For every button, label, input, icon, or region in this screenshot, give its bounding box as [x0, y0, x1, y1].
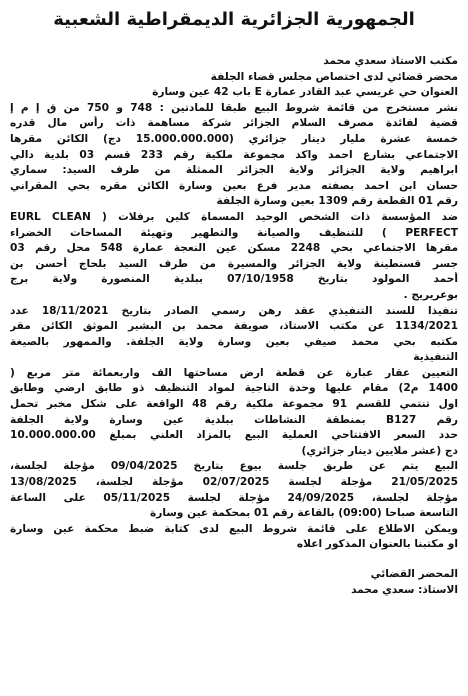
notice-line: 1400 م2) مقام عليها وحدة التاجية لمواد التنظيف ذو طابق ارضي وطابق	[10, 382, 458, 395]
notice-line: البيع يتم عن طريق جلسة بيوع بتاريخ 09/04/2025 مؤجلة لجلسة،	[10, 460, 458, 473]
notice-line: حدد السعر الافتتاحي العملية البيع بالمزاد العلني بمبلغ 10.000.000.00	[10, 429, 458, 442]
notice-line: PERFECT ) للتنظيف والصيانة والتطهير وتهيئة المساحات الخضراء	[10, 226, 458, 239]
notice-body	[10, 54, 458, 553]
notice-line: الاجتماعي بشارع احمد واكد مجموعة ملكية رقم 233 قسم 03 بلدية دالي	[10, 148, 458, 161]
notice-line: مكتبه بحي محمد صيفي بعين وسارة ولاية الجلفة. والممهور بالصيغة	[10, 335, 458, 348]
signature-title: المحضر القضائي	[370, 568, 458, 580]
notice-line: او مكتبنا بالعنوان المذكور اعلاه	[296, 538, 458, 551]
notice-line: أحمد المولود بتاريخ 07/10/1958 ببلدية المنصورة ولاية برج	[10, 273, 458, 286]
notice-line: ابراهيم ولاية الجزائر ولاية الجزائر الممثلة من طرف السيد: سماري	[10, 164, 458, 177]
office-line: العنوان حي غريسي عبد القادر عمارة E باب 42 عين وسارة	[152, 86, 458, 99]
notice-line: ضد المؤسسة ذات الشخص الوحيد المسماة كلين برفلات ( EURL CLEAN	[10, 210, 458, 223]
notice-line: بوعريريج .	[403, 288, 458, 301]
signature-name: الاستاذ: سعدي محمد	[351, 583, 458, 596]
signature-block	[10, 567, 458, 598]
office-line: محضر قضائي لدى اختصاص مجلس قضاء الجلفة	[210, 70, 458, 83]
notice-line: مؤجلة لجلسة، 24/09/2025 مؤجلة لجلسة 05/11/2025 على الساعة	[10, 491, 458, 504]
notice-line: قضية لفائدة مصرف السلام الجزائر شركة مساهمة ذات رأس مال قدره	[10, 117, 458, 130]
notice-line: دج (عشر ملايين دينار جزائري)	[301, 444, 458, 457]
notice-line: مقرها الاجتماعي بحي 2248 مسكن عين النعجة عمارة 548 محل رقم 03	[10, 242, 458, 255]
notice-line: جسر قسنطينة ولاية الجزائر والمسيرة من طرف السيد بلحاج أحسن بن	[10, 257, 458, 270]
notice-line: التعيين عقار عبارة عن قطعة ارض مساحتها الف واربعمائة متر مربع (	[10, 366, 458, 379]
notice-line: التنفيذية	[413, 351, 458, 364]
notice-line: حسان ابن احمد بصفته مدير فرع بعين وسارة الكائن مقره بحي المقراني	[10, 179, 458, 192]
page-title: الجمهورية الجزائرية الديمقراطية الشعبية	[53, 9, 415, 30]
notice-line: نشر مستخرج من قائمة شروط البيع طبقا للمادتين : 748 و 750 من ق إ م إ	[10, 101, 458, 114]
notice-line: 21/05/2025 مؤجلة لجلسة 02/07/2025 مؤجلة لجلسة، 13/08/2025	[10, 476, 458, 489]
notice-line: اول تنتمي للقسم 91 مجموعة ملكية رقم 48 الواقعة على شكل مخبر تحمل	[10, 398, 458, 411]
notice-line: تنفيذا للسند التنفيذي عقد رهن رسمي الصادر بتاريخ 18/11/2021 عدد	[10, 304, 458, 317]
notice-line: 1134/2021 عن مكتب الاستاذ، صويفة محمد بن البشير الموثق الكائن مقر	[10, 320, 458, 333]
notice-line: خمسة عشرة مليار دينار جزائري (15.000.000.000 دج) الكائن مقرها	[10, 132, 458, 145]
notice-line: ويمكن الاطلاع على قائمة شروط البيع لدى كتابة ضبط محكمة عين وسارة	[10, 522, 458, 535]
notice-line: رقم 01 القطعة رقم 1309 بعين وسارة الجلفة	[216, 195, 458, 208]
notice-line: رقم B127 بمنطقة النشاطات ببلدية عين وسارة ولاية الجلفة	[10, 413, 458, 426]
office-line: مكتب الاستاذ سعدي محمد	[323, 55, 458, 67]
notice-line: التاسعة صباحا (09:00) بالقاعة رقم 01 بمحكمة عين وسارة	[150, 507, 458, 520]
